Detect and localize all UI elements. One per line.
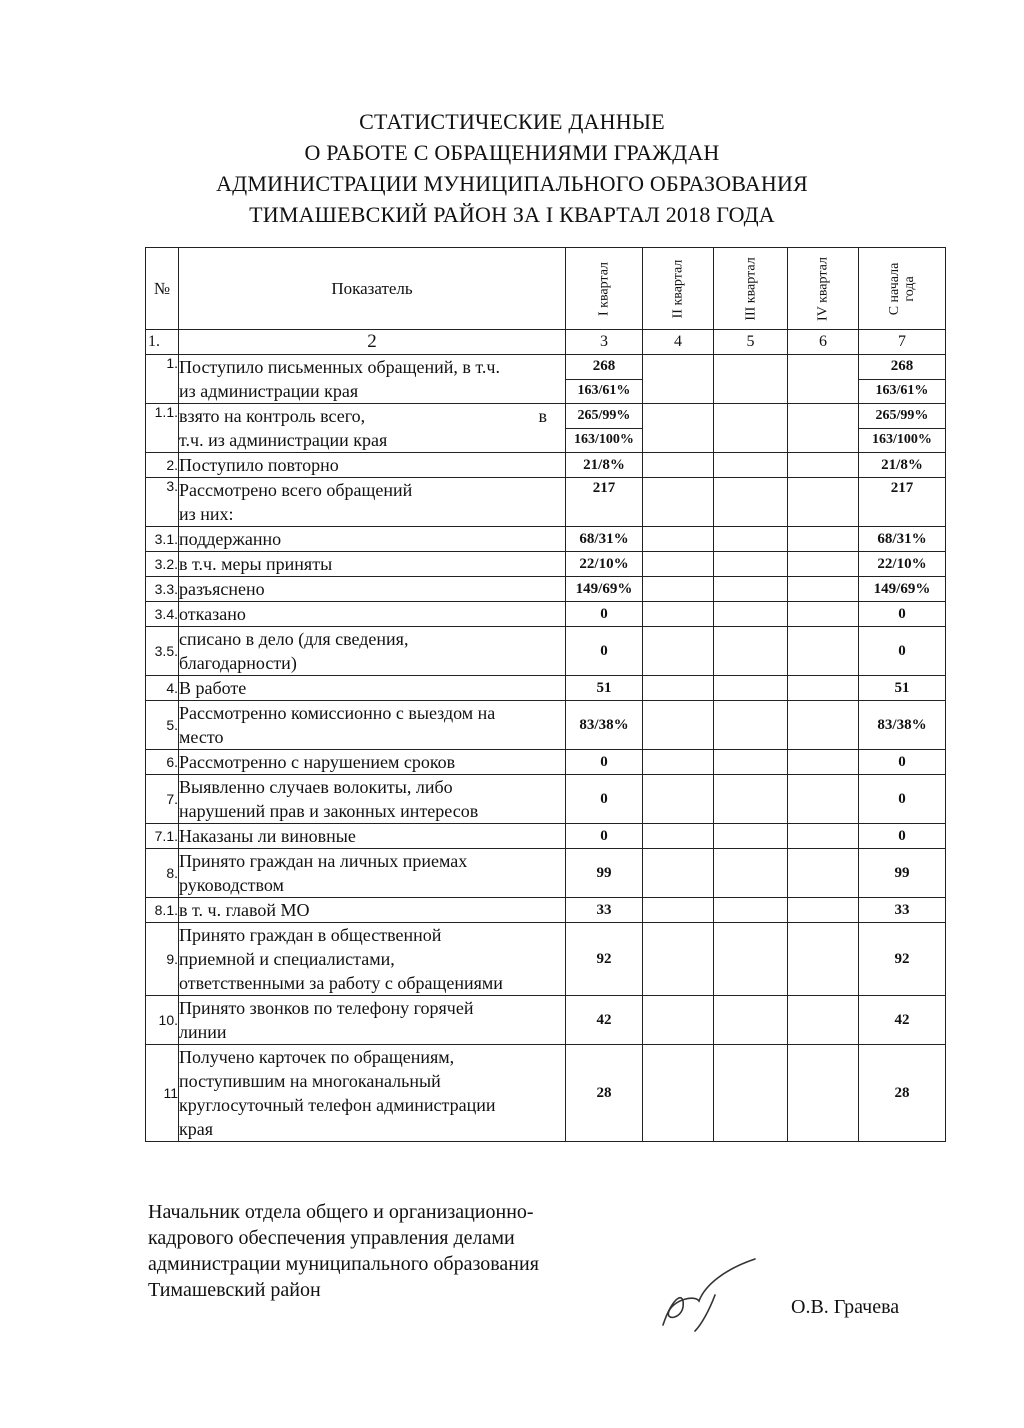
ytd-value: 21/8%: [859, 453, 946, 478]
q1-value: 149/69%: [566, 577, 643, 602]
row-indicator: в т.ч. меры приняты: [179, 552, 566, 577]
row-indicator: взято на контроль всего, в: [179, 404, 566, 429]
ytd-value: 0: [859, 627, 946, 676]
signatory-position: [148, 1199, 539, 1303]
q4-value: [788, 701, 859, 750]
header-ytd: С начала года: [859, 248, 946, 330]
q4-value: [788, 775, 859, 824]
q1-value: 0: [566, 602, 643, 627]
table-row: [146, 849, 946, 898]
q2-value: [643, 849, 714, 898]
q3-value: [714, 775, 788, 824]
ytd-value: 163/100%: [859, 428, 946, 453]
q1-value: 0: [566, 627, 643, 676]
q1-value: 21/8%: [566, 453, 643, 478]
q4-value: [788, 577, 859, 602]
q3-value: [714, 627, 788, 676]
q3-value: [714, 552, 788, 577]
q1-value: 99: [566, 849, 643, 898]
row-indicator: Принято граждан на личных приемах руководством: [179, 849, 566, 898]
q1-value: 51: [566, 676, 643, 701]
ytd-value: 0: [859, 602, 946, 627]
header-q2: II квартал: [643, 248, 714, 330]
table-row: [146, 577, 946, 602]
row-number: 3.3.: [146, 577, 179, 602]
q1-value: 68/31%: [566, 527, 643, 552]
table-row: [146, 552, 946, 577]
q3-value: [714, 602, 788, 627]
ytd-value: 268: [859, 355, 946, 380]
table-row: [146, 750, 946, 775]
q4-value: [788, 923, 859, 996]
q4-value: [788, 898, 859, 923]
index-cell: 3: [566, 330, 643, 355]
table-row: [146, 996, 946, 1045]
q4-value: [788, 996, 859, 1045]
signatory-line-2: кадрового обеспечения управления делами: [148, 1227, 515, 1249]
row-indicator: отказано: [179, 602, 566, 627]
title-line-3: АДМИНИСТРАЦИИ МУНИЦИПАЛЬНОГО ОБРАЗОВАНИЯ: [216, 171, 808, 196]
row-indicator: Принято граждан в общественной приемной и специалистами, ответственными за работу с обращениями: [179, 923, 566, 996]
q2-value: [643, 478, 714, 527]
q1-value: 0: [566, 775, 643, 824]
header-num: №: [146, 248, 179, 330]
row-indicator: Выявленно случаев волокиты, либо нарушений прав и законных интересов: [179, 775, 566, 824]
header-row: [146, 248, 946, 330]
ytd-value: 28: [859, 1045, 946, 1142]
signatory-line-4: Тимашевский район: [148, 1279, 321, 1301]
q4-value: [788, 404, 859, 453]
row-number: 6.: [146, 750, 179, 775]
row-number: 7.1.: [146, 824, 179, 849]
title-line-1: СТАТИСТИЧЕСКИЕ ДАННЫЕ: [359, 109, 665, 134]
q2-value: [643, 750, 714, 775]
q1-value: 163/100%: [566, 428, 643, 453]
q2-value: [643, 923, 714, 996]
q4-value: [788, 849, 859, 898]
q2-value: [643, 824, 714, 849]
q3-value: [714, 577, 788, 602]
q3-value: [714, 676, 788, 701]
q1-value: 83/38%: [566, 701, 643, 750]
q2-value: [643, 676, 714, 701]
ytd-value: 42: [859, 996, 946, 1045]
row-indicator: списано в дело (для сведения, благодарности): [179, 627, 566, 676]
ytd-value: 99: [859, 849, 946, 898]
table-row: [146, 824, 946, 849]
q2-value: [643, 996, 714, 1045]
signatory-name: О.В. Грачева: [791, 1296, 900, 1318]
header-q3: III квартал: [714, 248, 788, 330]
q4-value: [788, 552, 859, 577]
q4-value: [788, 1045, 859, 1142]
row-number: 3.: [146, 478, 179, 527]
q4-value: [788, 527, 859, 552]
row-indicator: Наказаны ли виновные: [179, 824, 566, 849]
q1-value: 28: [566, 1045, 643, 1142]
row-indicator-cont: из администрации края: [179, 379, 566, 404]
table-row: [146, 898, 946, 923]
q3-value: [714, 453, 788, 478]
row-number: 1.1.: [146, 404, 179, 453]
q1-value: 0: [566, 750, 643, 775]
ytd-value: 163/61%: [859, 379, 946, 404]
row-indicator: Поступило повторно: [179, 453, 566, 478]
title-line-4: ТИМАШЕВСКИЙ РАЙОН ЗА I КВАРТАЛ 2018 ГОДА: [249, 202, 775, 227]
table-row: [146, 701, 946, 750]
row-number: 5.: [146, 701, 179, 750]
row-indicator-cont: т.ч. из администрации края: [179, 428, 566, 453]
handwritten-signature: [655, 1255, 765, 1335]
q2-value: [643, 355, 714, 404]
ytd-value: 265/99%: [859, 404, 946, 429]
q3-value: [714, 1045, 788, 1142]
q1-value: 0: [566, 824, 643, 849]
row-number: 11: [146, 1045, 179, 1142]
q3-value: [714, 824, 788, 849]
row-number: 3.5.: [146, 627, 179, 676]
ytd-value: 33: [859, 898, 946, 923]
ytd-value: 68/31%: [859, 527, 946, 552]
q2-value: [643, 552, 714, 577]
row-number: 3.2.: [146, 552, 179, 577]
ytd-value: 92: [859, 923, 946, 996]
q3-value: [714, 527, 788, 552]
row-number: 3.4.: [146, 602, 179, 627]
table-row: [146, 404, 946, 429]
row-indicator: в т. ч. главой МО: [179, 898, 566, 923]
row-indicator: Рассмотренно комиссионно с выездом на место: [179, 701, 566, 750]
q2-value: [643, 404, 714, 453]
index-cell: 6: [788, 330, 859, 355]
table-row: [146, 627, 946, 676]
title-line-2: О РАБОТЕ С ОБРАЩЕНИЯМИ ГРАЖДАН: [304, 140, 720, 165]
header-q1: I квартал: [566, 248, 643, 330]
index-cell: 4: [643, 330, 714, 355]
table-row: [146, 478, 946, 527]
ytd-value: 83/38%: [859, 701, 946, 750]
table-row: [146, 775, 946, 824]
index-cell: 5: [714, 330, 788, 355]
statistics-table: [145, 247, 946, 1142]
row-indicator: Поступило письменных обращений, в т.ч.: [179, 355, 566, 380]
index-cell: 2: [179, 330, 566, 355]
header-q4: IV квартал: [788, 248, 859, 330]
row-indicator: В работе: [179, 676, 566, 701]
q4-value: [788, 453, 859, 478]
row-number: 4.: [146, 676, 179, 701]
ytd-value: 149/69%: [859, 577, 946, 602]
q1-value: 265/99%: [566, 404, 643, 429]
row-number: 7.: [146, 775, 179, 824]
index-cell: 1.: [146, 330, 179, 355]
q3-value: [714, 849, 788, 898]
header-indicator: Показатель: [179, 248, 566, 330]
table-row: [146, 453, 946, 478]
q1-value: 42: [566, 996, 643, 1045]
signatory-line-3: администрации муниципального образования: [148, 1253, 539, 1275]
table-row: [146, 1045, 946, 1142]
q2-value: [643, 577, 714, 602]
ytd-value: 22/10%: [859, 552, 946, 577]
ytd-value: 51: [859, 676, 946, 701]
row-indicator: разъяснено: [179, 577, 566, 602]
q1-value: 22/10%: [566, 552, 643, 577]
row-indicator: Рассмотрено всего обращений из них:: [179, 478, 566, 527]
q4-value: [788, 627, 859, 676]
q3-value: [714, 404, 788, 453]
table-row: [146, 676, 946, 701]
q1-value: 268: [566, 355, 643, 380]
q3-value: [714, 750, 788, 775]
document-title: [0, 106, 1024, 230]
row-number: 9.: [146, 923, 179, 996]
table-row: [146, 355, 946, 380]
q1-value: 33: [566, 898, 643, 923]
q1-value: 217: [566, 478, 643, 527]
ytd-value: 217: [859, 478, 946, 527]
q2-value: [643, 898, 714, 923]
q2-value: [643, 527, 714, 552]
q3-value: [714, 355, 788, 404]
q3-value: [714, 701, 788, 750]
q2-value: [643, 602, 714, 627]
q4-value: [788, 355, 859, 404]
q1-value: 92: [566, 923, 643, 996]
column-index-row: [146, 330, 946, 355]
row-indicator: Получено карточек по обращениям, поступившим на многоканальный круглосуточный телефон администрации края: [179, 1045, 566, 1142]
ytd-value: 0: [859, 775, 946, 824]
q4-value: [788, 676, 859, 701]
q3-value: [714, 898, 788, 923]
row-number: 1.: [146, 355, 179, 404]
ytd-value: 0: [859, 750, 946, 775]
ytd-value: 0: [859, 824, 946, 849]
q4-value: [788, 824, 859, 849]
row-indicator: Рассмотренно с нарушением сроков: [179, 750, 566, 775]
row-indicator: Принято звонков по телефону горячей линии: [179, 996, 566, 1045]
q1-value: 163/61%: [566, 379, 643, 404]
row-number: 8.1.: [146, 898, 179, 923]
row-number: 10.: [146, 996, 179, 1045]
row-number: 2.: [146, 453, 179, 478]
q4-value: [788, 750, 859, 775]
row-number: 3.1.: [146, 527, 179, 552]
q3-value: [714, 923, 788, 996]
q2-value: [643, 627, 714, 676]
row-indicator: поддержанно: [179, 527, 566, 552]
q2-value: [643, 701, 714, 750]
table-row: [146, 923, 946, 996]
q2-value: [643, 1045, 714, 1142]
q2-value: [643, 775, 714, 824]
q2-value: [643, 453, 714, 478]
q3-value: [714, 478, 788, 527]
table-row: [146, 602, 946, 627]
row-number: 8.: [146, 849, 179, 898]
q4-value: [788, 478, 859, 527]
table-row: [146, 527, 946, 552]
signatory-line-1: Начальник отдела общего и организационно-: [148, 1201, 534, 1223]
q4-value: [788, 602, 859, 627]
q3-value: [714, 996, 788, 1045]
index-cell: 7: [859, 330, 946, 355]
